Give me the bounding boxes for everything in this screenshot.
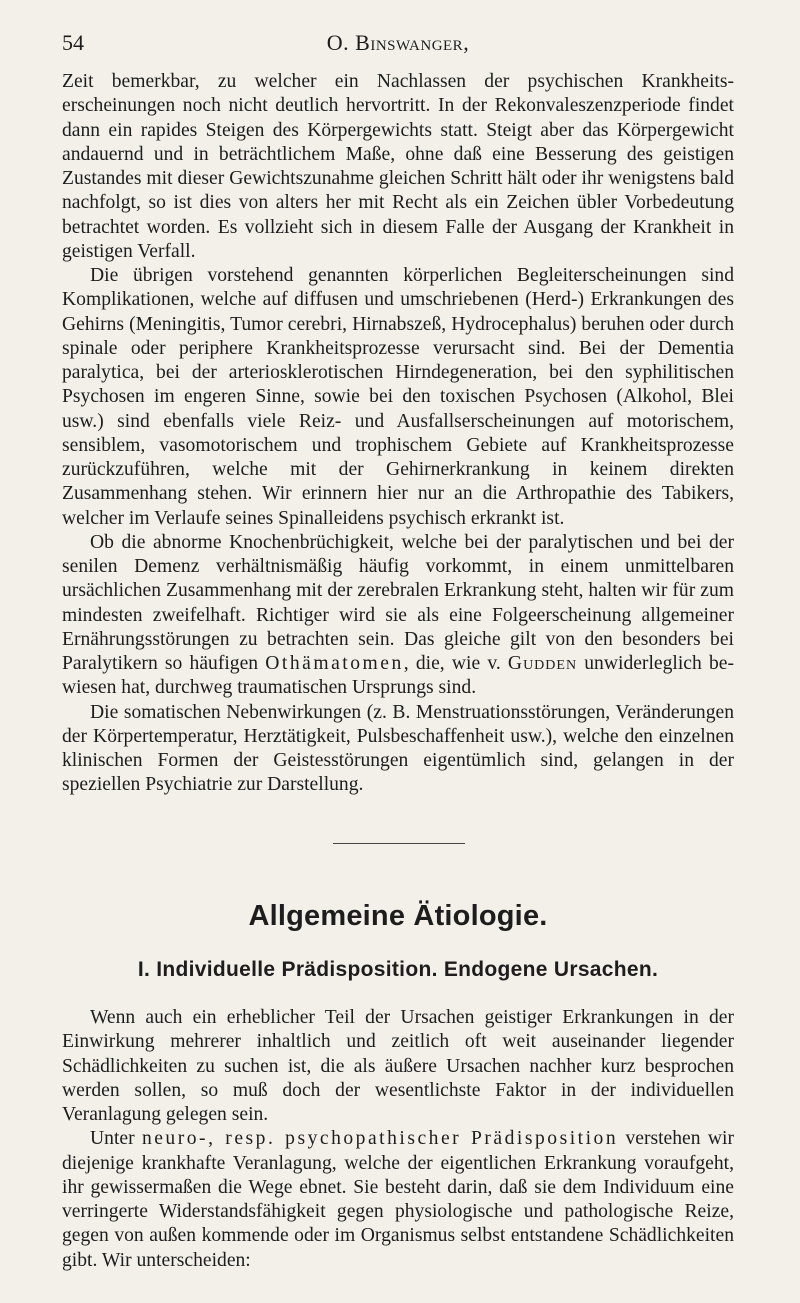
paragraph: [62, 531, 734, 701]
emphasized-term: neuro-, resp. psychopathischer Prädisposition: [141, 1128, 619, 1150]
section-text: [62, 70, 734, 798]
subsection-title: I. Individuelle Prädisposition. Endogene Ursachen.: [137, 958, 659, 981]
page-header: [62, 30, 734, 60]
section-text: [62, 1006, 734, 1273]
paragraph: Zeit bemerkbar, zu welcher ein Nachlassen der psychischen Krankheitserscheinungen noch nicht deutlich hervortritt. In der Rekonvaleszenzperiode findet dann ein rapides Steigen des Körpergewichts statt. Steigt aber das Körpergewicht andauernd und in beträchtlichem Maße, ohne daß eine Besserung des geistigen Zustandes mit dieser Gewichtszunahme gleichen Schritt hält oder ihr wenigstens bald nachfolgt, so ist dies von alters her mit Recht als ein Zeichen übler Vorbedeutung betrachtet worden. Es vollzieht sich in diesem Falle der Ausgang der Krankheit in geistigen Verfall.: [62, 71, 734, 262]
running-head: [62, 30, 734, 56]
section-divider: [333, 843, 465, 844]
text-run: unwiderleglich bewiesen hat, durchweg traumatischen Ursprungs sind.: [62, 653, 734, 699]
emphasized-term: Othämatomen: [265, 653, 404, 674]
author-name: Gudden: [507, 653, 578, 674]
text-run: , die, wie v.: [403, 653, 508, 674]
text-run: Ob die abnorme Knochenbrüchigkeit, welche bei der paralytischen und bei der senilen Demenz verhältnismäßig häufig vorkommt, in einem unmittelbaren ursächlichen Zusammenhang mit der zerebralen Erkrankung steht, halten wir für zum mindesten zweifelhaft. Richtiger wird sie als eine Folgeerscheinung allgemeiner Ernährungsstörungen zu betrachten sein. Das gleiche gilt von den besonders bei Paralytikern so häufigen: [62, 531, 734, 674]
paragraph: Wenn auch ein erheblicher Teil der Ursachen geistiger Erkrankungen in der Einwirkung mehrerer inhaltlich und zeitlich oft weit auseinander liegender Schädlichkeiten zu suchen ist, die als äußere Ursachen nachher kurz besprochen werden sollen, so muß doch der wesentlichste Faktor in der individuellen Veranlagung gelegen sein.: [62, 1007, 734, 1125]
text-run: Unter: [90, 1128, 142, 1150]
paragraph: [62, 1127, 734, 1273]
page-number: 54: [62, 30, 84, 55]
paragraph: Die übrigen vorstehend genannten körperlichen Begleiterscheinungen sind Komplikationen, welche auf diffusen und umschriebenen (Herd-) Erkrankungen des Gehirns (Meningitis, Tumor cerebri, Hirnabszeß, Hydrocephalus) beruhen oder durch spinale oder periphere Krankheitsprozesse verursacht sind. Bei der Dementia paralytica, bei der arteriosklerotischen Hirndegeneration, bei den syphilitischen Psychosen im engeren Sinne, sowie bei den toxischen Psychosen (Alkohol, Blei usw.) sind ebenfalls viele Reiz- und Ausfallserscheinungen auf motorischem, sensiblem, vasomotorischem und trophischem Gebiete auf Krankheitsprozesse zurückzuführen, welche mit der Gehirnerkrankung in keinem direkten Zusammenhang stehen. Wir erinnern hier nur an die Arthropathie des Tabikers, welcher im Verlaufe seines Spinalleidens psychisch erkrankt ist.: [62, 265, 734, 529]
paragraph: Die somatischen Nebenwirkungen (z. B. Menstruationsstörungen, Veränderungen der Körpertemperatur, Herztätigkeit, Pulsbeschaffenheit usw.), welche den einzelnen klinischen Formen der Geistesstörungen eigentümlich sind, gelangen in der speziellen Psychiatrie zur Darstellung.: [62, 701, 734, 796]
running-head-author: O. Binswanger,: [326, 30, 470, 55]
section-title: Allgemeine Ätiologie.: [248, 900, 548, 932]
text-run: verstehen wir diejenige krankhafte Veranlagung, welche der eigentlichen Erkrankung voraufgeht, ihr gewissermaßen die Wege ebnet. Sie besteht darin, daß sie dem Individuum eine verringerte Widerstandsfähigkeit gegen physiologische und pathologische Reize, gegen von außen kommende oder im Organismus selbst entstandene Schädlichkeiten gibt. Wir unterscheiden:: [62, 1128, 734, 1271]
